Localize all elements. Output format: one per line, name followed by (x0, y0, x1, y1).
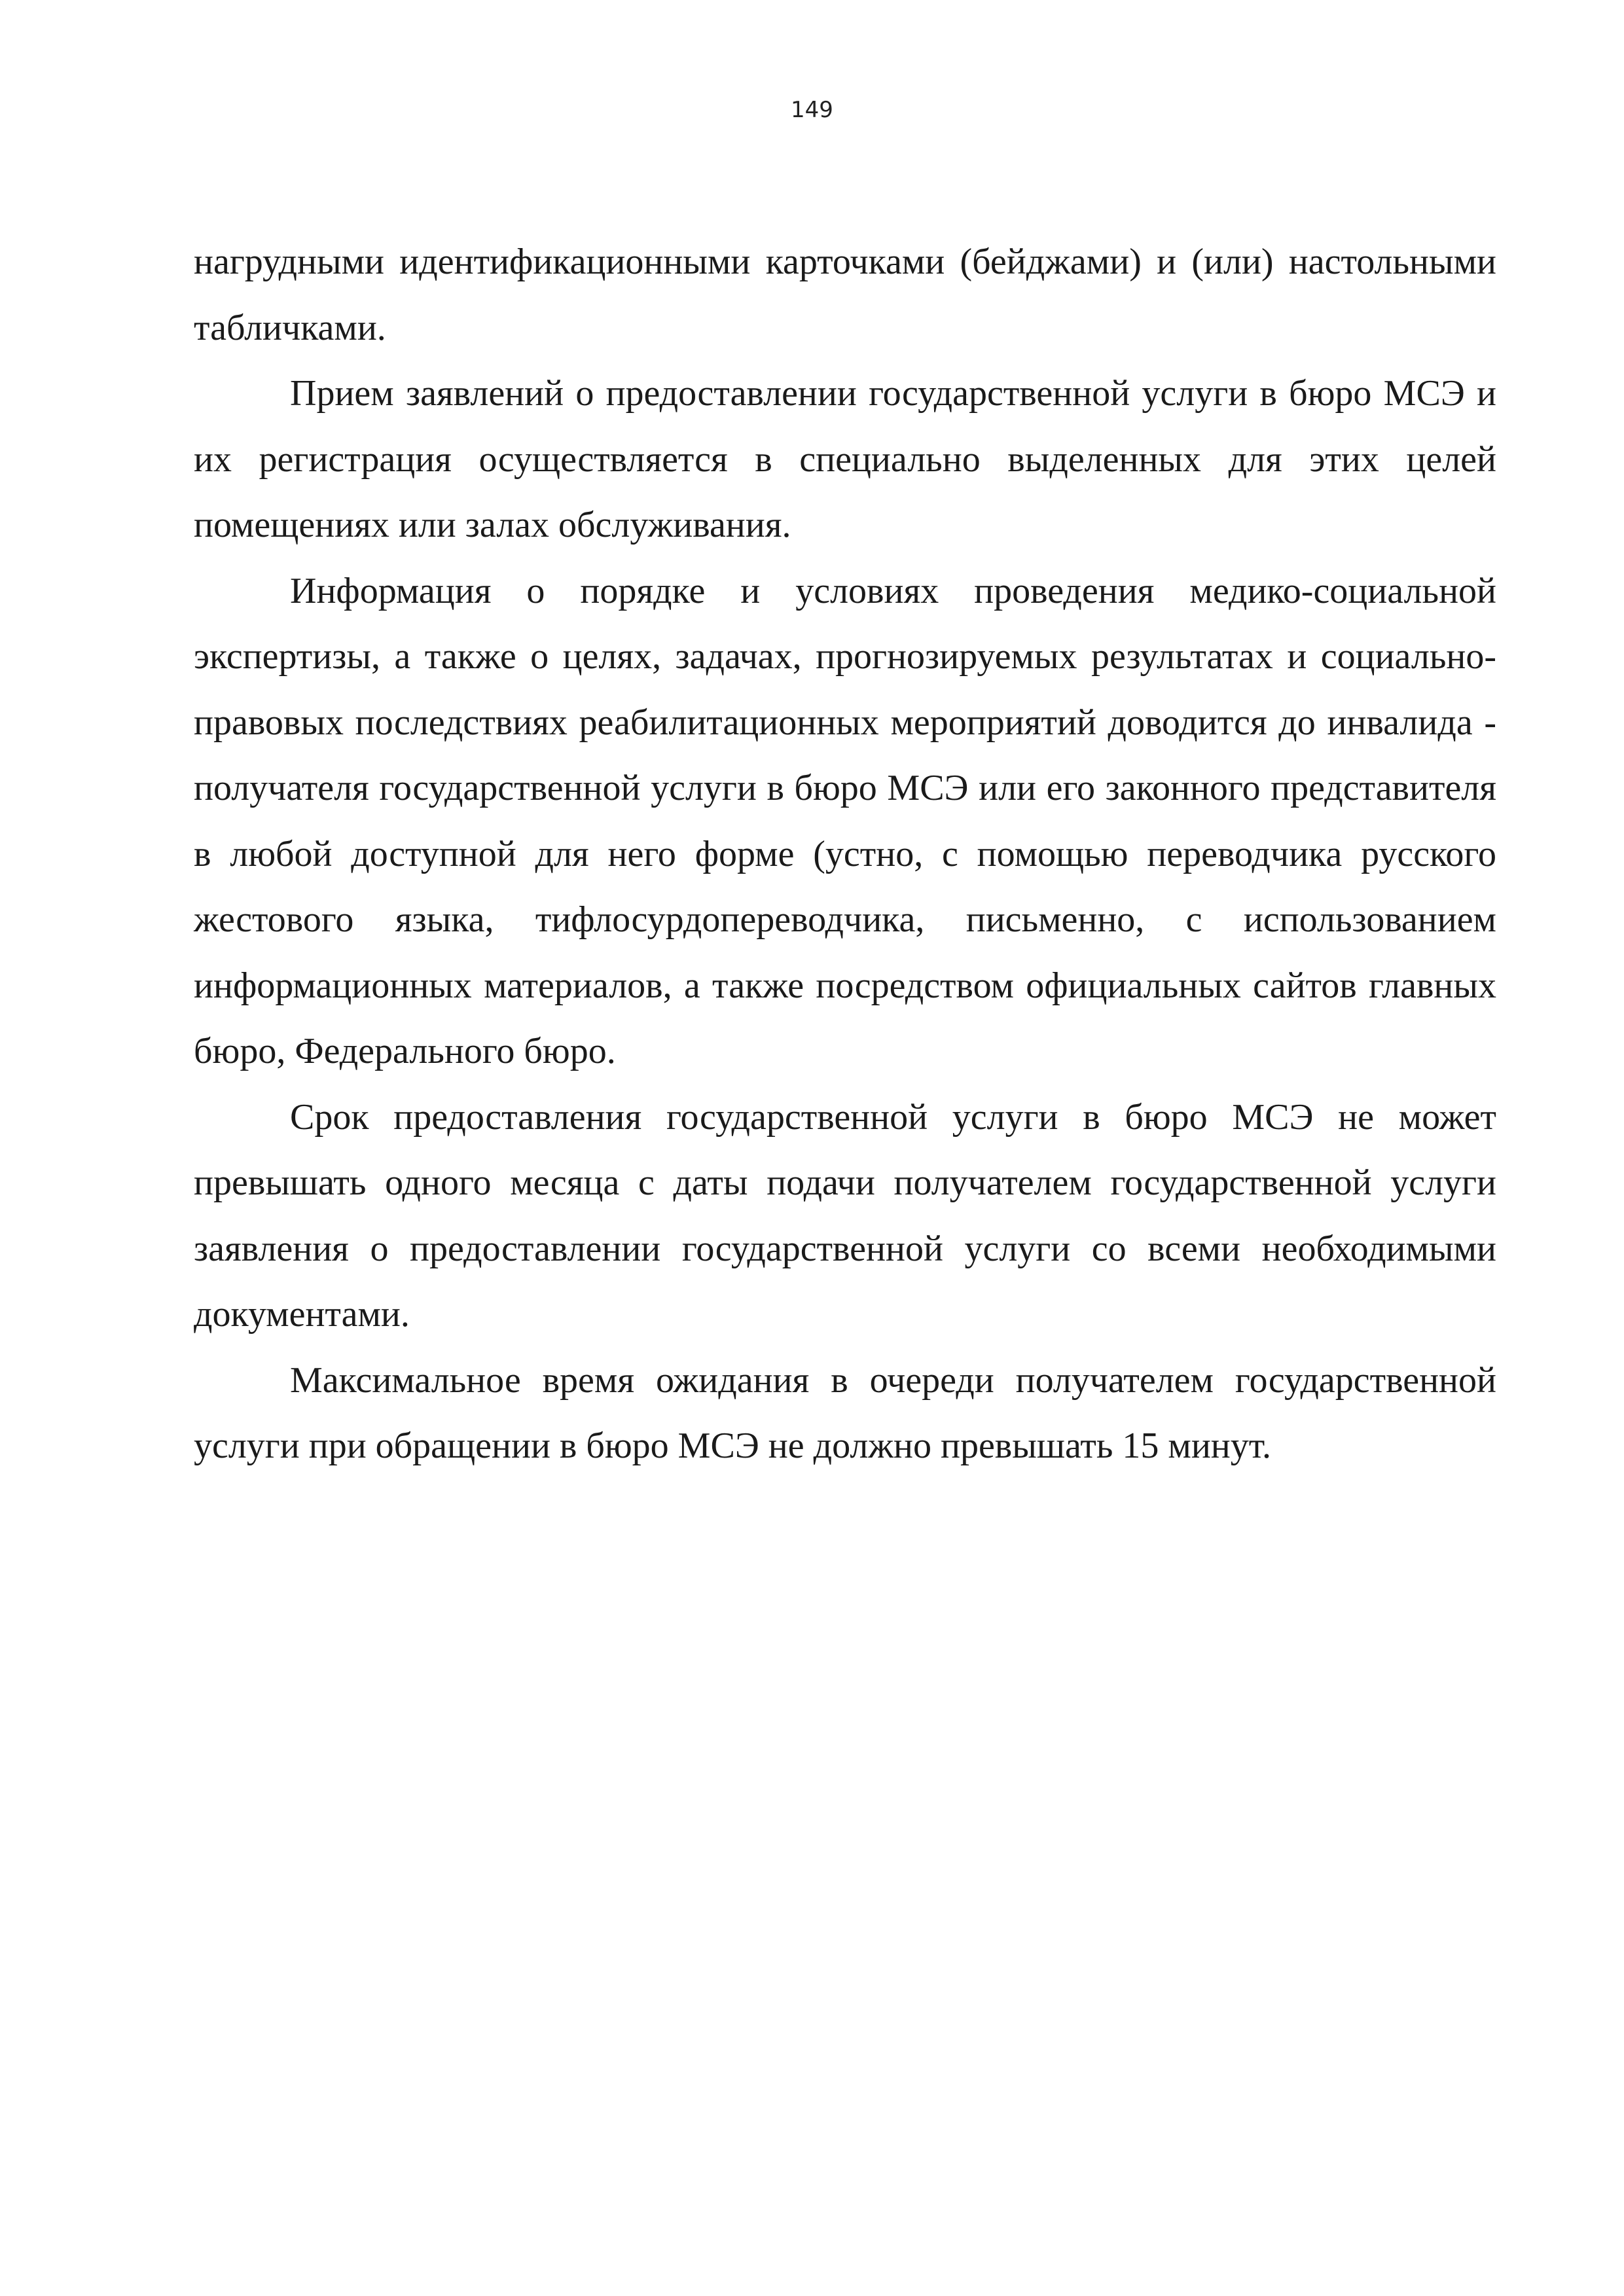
paragraph-information-procedure: Информация о порядке и условиях проведения медико-социальной экспертизы, а также о целях, задачах, прогнозируемых результатах и социально-правовых последствиях реабилитационных мероприятий доводится до инвалида - получателя государственной услуги в бюро МСЭ или его законного представителя в любой доступной для него форме (устно, с помощью переводчика русского жестового языка, тифлосурдопереводчика, письменно, с использованием информационных материалов, а также посредством официальных сайтов главных бюро, Федерального бюро. (194, 570, 1496, 1071)
paragraph-continuation: нагрудными идентификационными карточками (бейджами) и (или) настольными табличками. (194, 242, 1496, 348)
paragraph-service-term: Срок предоставления государственной услуги в бюро МСЭ не может превышать одного месяца с даты подачи получателем государственной услуги заявления о предоставлении государственной услуги со всеми необходимыми документами. (194, 1096, 1496, 1335)
paragraph-max-waiting-time: Максимальное время ожидания в очереди получателем государственной услуги при обращении в бюро МСЭ не должно превышать 15 минут. (194, 1359, 1496, 1466)
page-number: 149 (791, 97, 833, 123)
document-body (194, 229, 1496, 1479)
paragraph-application-reception: Прием заявлений о предоставлении государственной услуги в бюро МСЭ и их регистрация осуществляется в специально выделенных для этих целей помещениях или залах обслуживания. (194, 373, 1496, 545)
